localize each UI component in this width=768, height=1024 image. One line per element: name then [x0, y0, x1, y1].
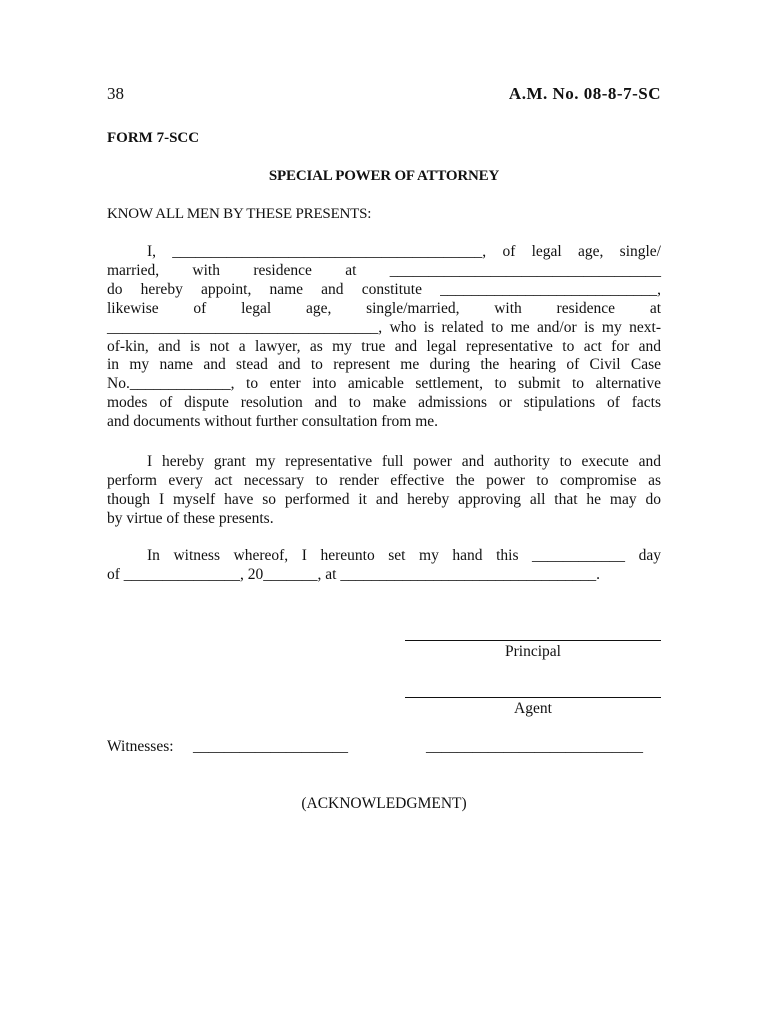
witness-whereof-paragraph [107, 547, 661, 585]
paragraph-line: No._____________, to enter into amicable settlement, to submit to alternative [107, 375, 661, 393]
paragraph-line: and documents without further consultation from me. [107, 413, 439, 431]
paragraph-line: do hereby appoint, name and constitute ____________________________, [107, 280, 661, 298]
paragraph-line: by virtue of these presents. [107, 509, 274, 527]
witnesses-label: Witnesses: [107, 738, 174, 755]
grant-of-authority-paragraph [107, 453, 661, 529]
appointment-paragraph [107, 243, 661, 432]
paragraph-line: I hereby grant my representative full power and authority to execute and [147, 453, 661, 470]
paragraph-line: of _______________, 20_______, at _________________________________. [107, 565, 600, 583]
principal-signature-line [405, 640, 661, 641]
paragraph-line: married, with residence at ___________________________________ [107, 261, 661, 279]
paragraph-line: In witness whereof, I hereunto set my hand this ____________ day [147, 547, 661, 564]
page-number: 38 [107, 84, 124, 103]
paragraph-line: likewise of legal age, single/married, with residence at [107, 299, 661, 317]
witness-blank-2: ____________________________ [426, 738, 643, 755]
document-reference: A.M. No. 08-8-7-SC [508, 84, 661, 103]
paragraph-line: perform every act necessary to render effective the power to compromise as [107, 471, 661, 489]
form-label: FORM 7-SCC [107, 130, 200, 146]
paragraph-line: I, ________________________________________, of legal age, single/ [147, 243, 661, 260]
agent-label: Agent [514, 700, 552, 717]
document-title: SPECIAL POWER OF ATTORNEY [268, 168, 500, 184]
paragraph-line: ___________________________________, who is related to me and/or is my next- [107, 318, 661, 336]
agent-signature-line [405, 697, 661, 698]
principal-label: Principal [505, 643, 561, 660]
opening-statement: KNOW ALL MEN BY THESE PRESENTS: [107, 206, 372, 222]
paragraph-line: modes of dispute resolution and to make admissions or stipulations of facts [107, 394, 661, 412]
paragraph-line: of-kin, and is not a lawyer, as my true and legal representative to act for and [107, 337, 661, 355]
paragraph-line: in my name and stead and to represent me during the hearing of Civil Case [107, 356, 661, 374]
acknowledgment-heading: (ACKNOWLEDGMENT) [301, 795, 467, 812]
paragraph-line: though I myself have so performed it and hereby approving all that he may do [107, 490, 661, 508]
witness-blank-1: ____________________ [193, 738, 348, 755]
